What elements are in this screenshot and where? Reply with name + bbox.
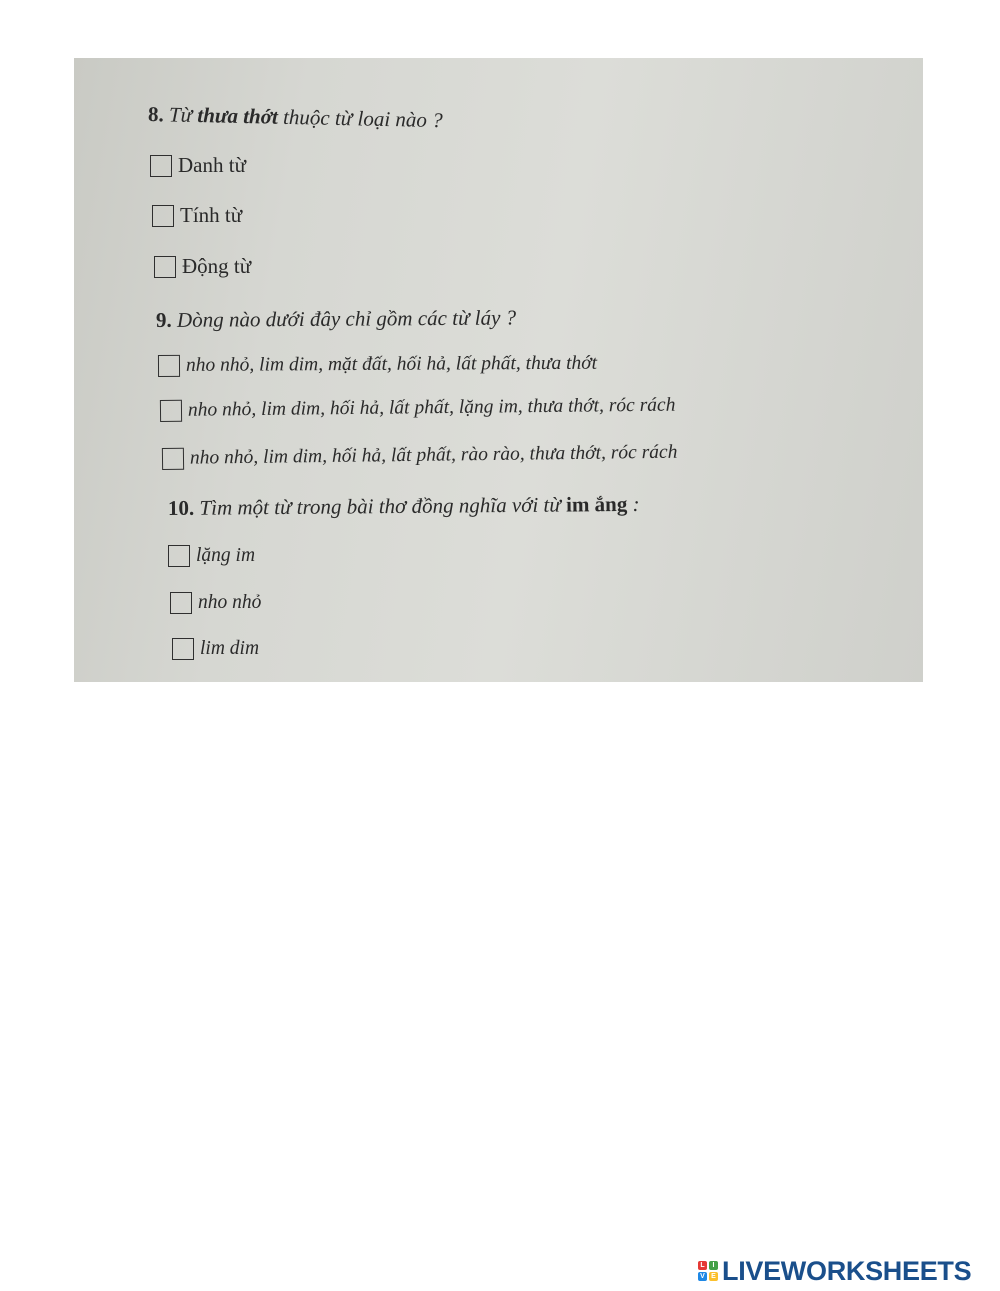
checkbox[interactable]: [172, 638, 194, 660]
option-label: lim dim: [200, 638, 260, 659]
question-number: 10.: [167, 495, 195, 520]
q8-option-3[interactable]: [154, 254, 251, 279]
q10-option-3[interactable]: [172, 638, 259, 660]
question-9: [156, 305, 516, 333]
question-number: 8.: [147, 102, 165, 127]
question-number: 9.: [155, 307, 172, 332]
question-highlight: im ắng: [565, 491, 628, 517]
q8-option-1[interactable]: [150, 153, 246, 178]
icon-letter: V: [698, 1272, 707, 1281]
checkbox[interactable]: [162, 448, 184, 470]
checkbox[interactable]: [154, 256, 176, 278]
question-text: Dòng nào dưới đây chỉ gồm các từ láy ?: [176, 305, 517, 332]
checkbox[interactable]: [158, 355, 180, 377]
q9-option-1[interactable]: [158, 353, 597, 377]
question-text-after: :: [627, 491, 640, 516]
liveworksheets-logo: [698, 1256, 971, 1286]
q8-option-2[interactable]: [152, 203, 242, 228]
worksheet-photo: [74, 58, 923, 682]
option-label: nho nhỏ, lim dim, hối hả, lất phất, lặng im, thưa thớt, róc rách: [187, 394, 676, 421]
live-icon: [698, 1261, 718, 1281]
option-label: nho nhỏ: [198, 592, 262, 613]
option-label: Động từ: [182, 254, 252, 278]
question-10: [168, 492, 640, 521]
checkbox[interactable]: [168, 545, 190, 567]
icon-letter: I: [709, 1261, 718, 1270]
q9-option-2[interactable]: [160, 395, 676, 422]
option-label: lặng im: [196, 545, 256, 566]
question-highlight: thưa thớt: [197, 103, 279, 129]
option-label: nho nhỏ, lim dim, hối hả, lất phất, rào rào, thưa thớt, róc rách: [189, 441, 678, 469]
question-8: [148, 102, 443, 133]
checkbox[interactable]: [150, 155, 172, 177]
q10-option-1[interactable]: [168, 545, 255, 567]
option-label: Tính từ: [180, 203, 243, 227]
checkbox[interactable]: [170, 592, 192, 614]
question-text-before: Từ: [168, 102, 198, 128]
option-label: Danh từ: [178, 153, 246, 177]
brand-text: LIVEWORKSHEETS: [722, 1255, 972, 1286]
checkbox[interactable]: [160, 400, 182, 422]
checkbox[interactable]: [152, 205, 174, 227]
q10-option-2[interactable]: [170, 592, 261, 614]
q9-option-3[interactable]: [162, 442, 678, 470]
icon-letter: E: [709, 1272, 718, 1281]
option-label: nho nhỏ, lim dim, mặt đất, hối hả, lất phất, thưa thớt: [185, 352, 598, 376]
icon-letter: L: [698, 1261, 707, 1270]
question-text-after: thuộc từ loại nào ?: [277, 104, 443, 133]
question-text-before: Tìm một từ trong bài thơ đồng nghĩa với từ: [199, 492, 567, 520]
